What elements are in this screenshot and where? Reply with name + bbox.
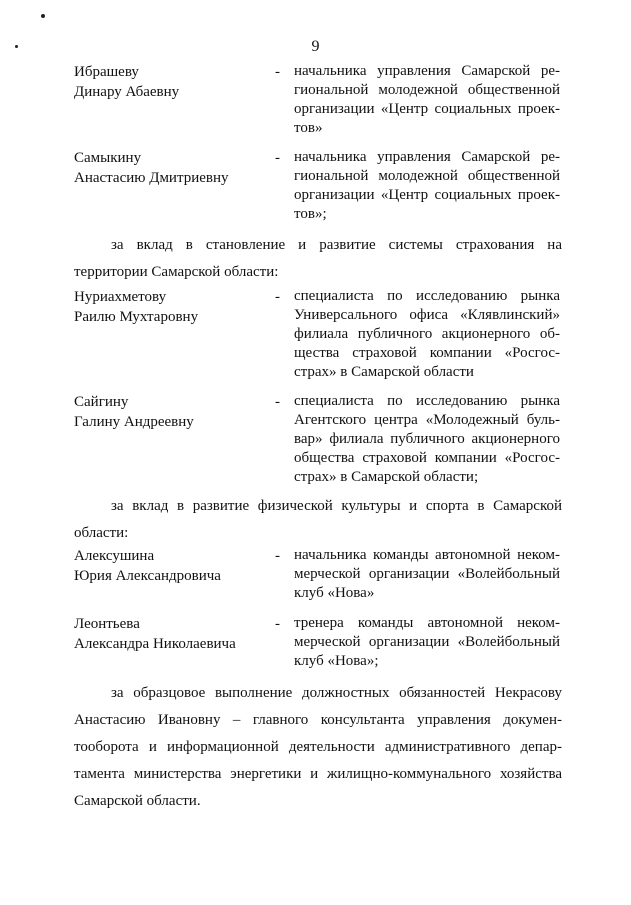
award-category-paragraph: за вклад в становление и развитие системы страхования на территории Самарской области: <box>74 237 562 280</box>
entry-dash: - <box>275 394 280 410</box>
recipient-position: начальника управления Самарской региональной молодежной общественной организации «Центр социальных проектов» <box>294 63 560 136</box>
recipient-name: Ибрашеву Динару Абаевну <box>74 64 180 100</box>
entry-dash: - <box>275 289 280 305</box>
recipient-position: начальника управления Самарской региональной молодежной общественной организации «Центр социальных проектов»; <box>294 149 560 222</box>
page-number: 9 <box>311 38 320 55</box>
recipient-name: Сайгину Галину Андреевну <box>74 394 194 430</box>
recipient-position: тренера команды автономной некоммерческой организации «Волейбольный клуб «Нова»; <box>294 615 560 669</box>
entry-dash: - <box>275 150 280 166</box>
award-category-paragraph: за вклад в развитие физической культуры и спорта в Самарской области: <box>74 498 562 541</box>
entry-dash: - <box>275 548 280 564</box>
recipient-name: Леонтьева Александра Николаевича <box>74 616 236 652</box>
entry-dash: - <box>275 616 280 632</box>
award-category-paragraph: за образцовое выполнение должностных обязанностей Некрасову Анастасию Ивановну – главного консультанта управления документооборота и информационной деятельности административного департамента министерства энергетики и жилищно-коммунального хозяйства Самарской области. <box>74 685 562 809</box>
scan-speck <box>41 14 45 18</box>
recipient-position: начальника команды автономной некоммерческой организации «Волейбольный клуб «Нова» <box>294 547 560 601</box>
recipient-name: Самыкину Анастасию Дмитриевну <box>74 150 229 186</box>
recipient-name: Алексушина Юрия Александровича <box>74 548 221 584</box>
entry-dash: - <box>275 64 280 80</box>
recipient-name: Нуриахметову Раилю Мухтаровну <box>74 289 199 325</box>
recipient-position: специалиста по исследованию рынка Агентского центра «Молодежный бульвар» филиала публичного акционерного общества страховой компании «Росгосстрах» в Самарской области; <box>294 393 560 485</box>
recipient-position: специалиста по исследованию рынка Универсального офиса «Клявлинский» филиала публичного акционерного общества страховой компании «Росгосстрах» в Самарской области <box>294 288 560 380</box>
